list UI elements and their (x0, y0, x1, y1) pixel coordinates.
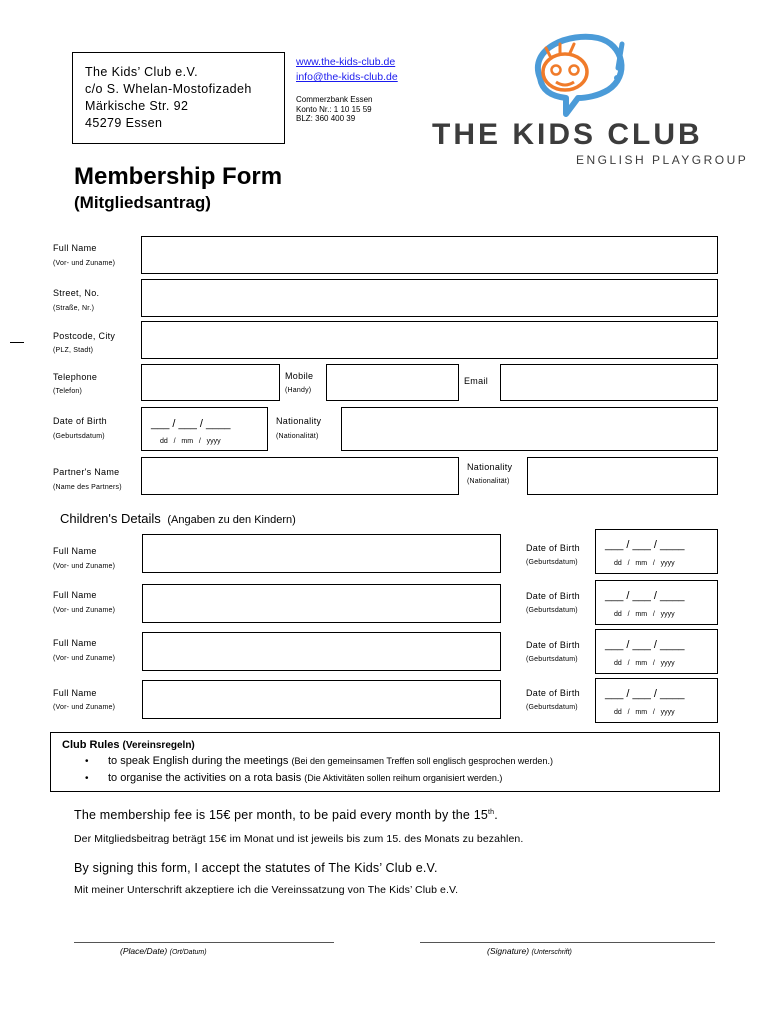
statutes-text-de: Mit meiner Unterschrift akzeptiere ich die Vereinssatzung von The Kids’ Club e.V. (74, 884, 459, 896)
full-name-input[interactable] (141, 236, 718, 274)
rule-en: to organise the activities on a rota basis (108, 772, 302, 784)
club-rules-title-en: Club Rules (62, 739, 120, 751)
postcode-label: Postcode, City (53, 331, 116, 341)
club-rule-item (108, 755, 553, 767)
child-dob-label: Date of Birth (526, 543, 580, 553)
child-name-sublabel: (Vor- und Zuname) (53, 563, 116, 570)
fee-sup: th (488, 808, 495, 816)
postcode-sublabel: (PLZ, Stadt) (53, 347, 94, 354)
telephone-label: Telephone (53, 372, 98, 382)
mobile-input[interactable] (326, 364, 459, 401)
child-dob-label: Date of Birth (526, 640, 580, 650)
email-link[interactable]: info@the-kids-club.de (296, 71, 398, 83)
signature-caption (487, 946, 572, 956)
child-name-sublabel: (Vor- und Zuname) (53, 655, 116, 662)
address-box (72, 52, 285, 144)
child-2-name-input[interactable] (142, 584, 501, 623)
child-dob-sublabel: (Geburtsdatum) (526, 704, 578, 711)
fee-text-de: Der Mitgliedsbeitrag beträgt 15€ im Monat und ist jeweils bis zum 15. des Monats zu bezahlen. (74, 833, 524, 845)
partner-nationality-sublabel: (Nationalität) (467, 478, 510, 485)
mobile-sublabel: (Handy) (285, 387, 312, 394)
date-format-hint: dd / mm / yyyy (614, 611, 675, 618)
date-format-hint: dd / mm / yyyy (160, 438, 221, 445)
partner-nationality-input[interactable] (527, 457, 718, 495)
dob-label: Date of Birth (53, 416, 107, 426)
children-title-de: (Angaben zu den Kindern) (167, 514, 296, 526)
partner-nationality-label: Nationality (467, 462, 513, 472)
website-link[interactable]: www.the-kids-club.de (296, 56, 396, 68)
nationality-label: Nationality (276, 416, 322, 426)
fee-en-end: . (494, 808, 498, 822)
kids-club-logo-icon (520, 28, 640, 120)
child-1-dob-input[interactable] (595, 529, 718, 574)
rule-de: (Die Aktivitäten sollen reihum organisiert werden.) (304, 773, 503, 783)
page-subtitle: (Mitgliedsantrag) (74, 193, 211, 212)
child-name-sublabel: (Vor- und Zuname) (53, 607, 116, 614)
date-format-hint: dd / mm / yyyy (614, 560, 675, 567)
date-format-hint: dd / mm / yyyy (614, 660, 675, 667)
place-date-line[interactable] (74, 942, 334, 943)
bank-line: Commerzbank Essen (296, 95, 373, 104)
date-format-hint: dd / mm / yyyy (614, 709, 675, 716)
partner-name-sublabel: (Name des Partners) (53, 484, 122, 491)
child-4-dob-input[interactable] (595, 678, 718, 723)
place-label-de: (Ort/Datum) (169, 949, 207, 956)
full-name-sublabel: (Vor- und Zuname) (53, 260, 116, 267)
signature-label-de: (Unterschrift) (531, 949, 572, 956)
margin-mark (10, 342, 24, 343)
logo-subtitle: ENGLISH PLAYGROUP (576, 153, 749, 167)
rule-en: to speak English during the meetings (108, 755, 289, 767)
child-2-dob-input[interactable] (595, 580, 718, 625)
address-line: c/o S. Whelan-Mostofizadeh (85, 82, 252, 96)
child-1-name-input[interactable] (142, 534, 501, 573)
statutes-text-en: By signing this form, I accept the statutes of The Kids’ Club e.V. (74, 861, 438, 875)
dob-input[interactable] (141, 407, 268, 451)
email-input[interactable] (500, 364, 718, 401)
child-3-name-input[interactable] (142, 632, 501, 671)
address-line: 45279 Essen (85, 116, 163, 130)
nationality-input[interactable] (341, 407, 718, 451)
date-slots: ___ / ___ / ____ (605, 539, 685, 551)
address-block (85, 64, 252, 132)
signature-label: (Signature) (487, 946, 530, 956)
email-label: Email (464, 376, 489, 386)
fee-en: The membership fee is 15€ per month, to be paid every month by the 15 (74, 808, 489, 822)
page-title: Membership Form (74, 163, 283, 190)
postcode-input[interactable] (141, 321, 718, 359)
child-name-label: Full Name (53, 546, 97, 556)
bullet-icon: • (85, 773, 89, 784)
child-name-label: Full Name (53, 688, 97, 698)
address-line: The Kids’ Club e.V. (85, 65, 198, 79)
mobile-label: Mobile (285, 371, 314, 381)
partner-name-label: Partner's Name (53, 467, 120, 477)
telephone-sublabel: (Telefon) (53, 388, 83, 395)
rule-de: (Bei den gemeinsamen Treffen soll englisch gesprochen werden.) (291, 756, 553, 766)
place-label: (Place/Date) (120, 946, 168, 956)
date-slots: ___ / ___ / ____ (605, 590, 685, 602)
date-slots: ___ / ___ / ____ (605, 639, 685, 651)
full-name-label: Full Name (53, 243, 97, 253)
club-rules-box (50, 732, 720, 792)
club-rules-title (62, 739, 195, 751)
street-label: Street, No. (53, 288, 100, 298)
bank-details (296, 95, 372, 124)
child-name-sublabel: (Vor- und Zuname) (53, 704, 116, 711)
telephone-input[interactable] (141, 364, 280, 401)
child-dob-sublabel: (Geburtsdatum) (526, 559, 578, 566)
child-3-dob-input[interactable] (595, 629, 718, 674)
bank-line: BLZ: 360 400 39 (296, 114, 356, 123)
club-rule-item (108, 772, 502, 784)
children-title: Children's Details (60, 511, 161, 526)
place-date-caption (120, 946, 207, 956)
bullet-icon: • (85, 756, 89, 767)
child-dob-label: Date of Birth (526, 591, 580, 601)
logo-title: THE KIDS CLUB (432, 118, 703, 151)
date-slots: ___ / ___ / ____ (151, 418, 231, 430)
club-rules-title-de: (Vereinsregeln) (122, 740, 195, 751)
child-dob-sublabel: (Geburtsdatum) (526, 607, 578, 614)
child-4-name-input[interactable] (142, 680, 501, 719)
child-dob-sublabel: (Geburtsdatum) (526, 656, 578, 663)
partner-name-input[interactable] (141, 457, 459, 495)
dob-sublabel: (Geburtsdatum) (53, 433, 105, 440)
child-name-label: Full Name (53, 590, 97, 600)
fee-text-en (74, 808, 498, 822)
children-section-title (60, 511, 296, 526)
bank-line: Konto Nr.: 1 10 15 59 (296, 104, 372, 114)
date-slots: ___ / ___ / ____ (605, 688, 685, 700)
street-sublabel: (Straße, Nr.) (53, 305, 95, 312)
signature-line[interactable] (420, 942, 715, 943)
nationality-sublabel: (Nationalität) (276, 433, 319, 440)
child-name-label: Full Name (53, 638, 97, 648)
street-input[interactable] (141, 279, 718, 317)
address-line: Märkische Str. 92 (85, 99, 189, 113)
child-dob-label: Date of Birth (526, 688, 580, 698)
